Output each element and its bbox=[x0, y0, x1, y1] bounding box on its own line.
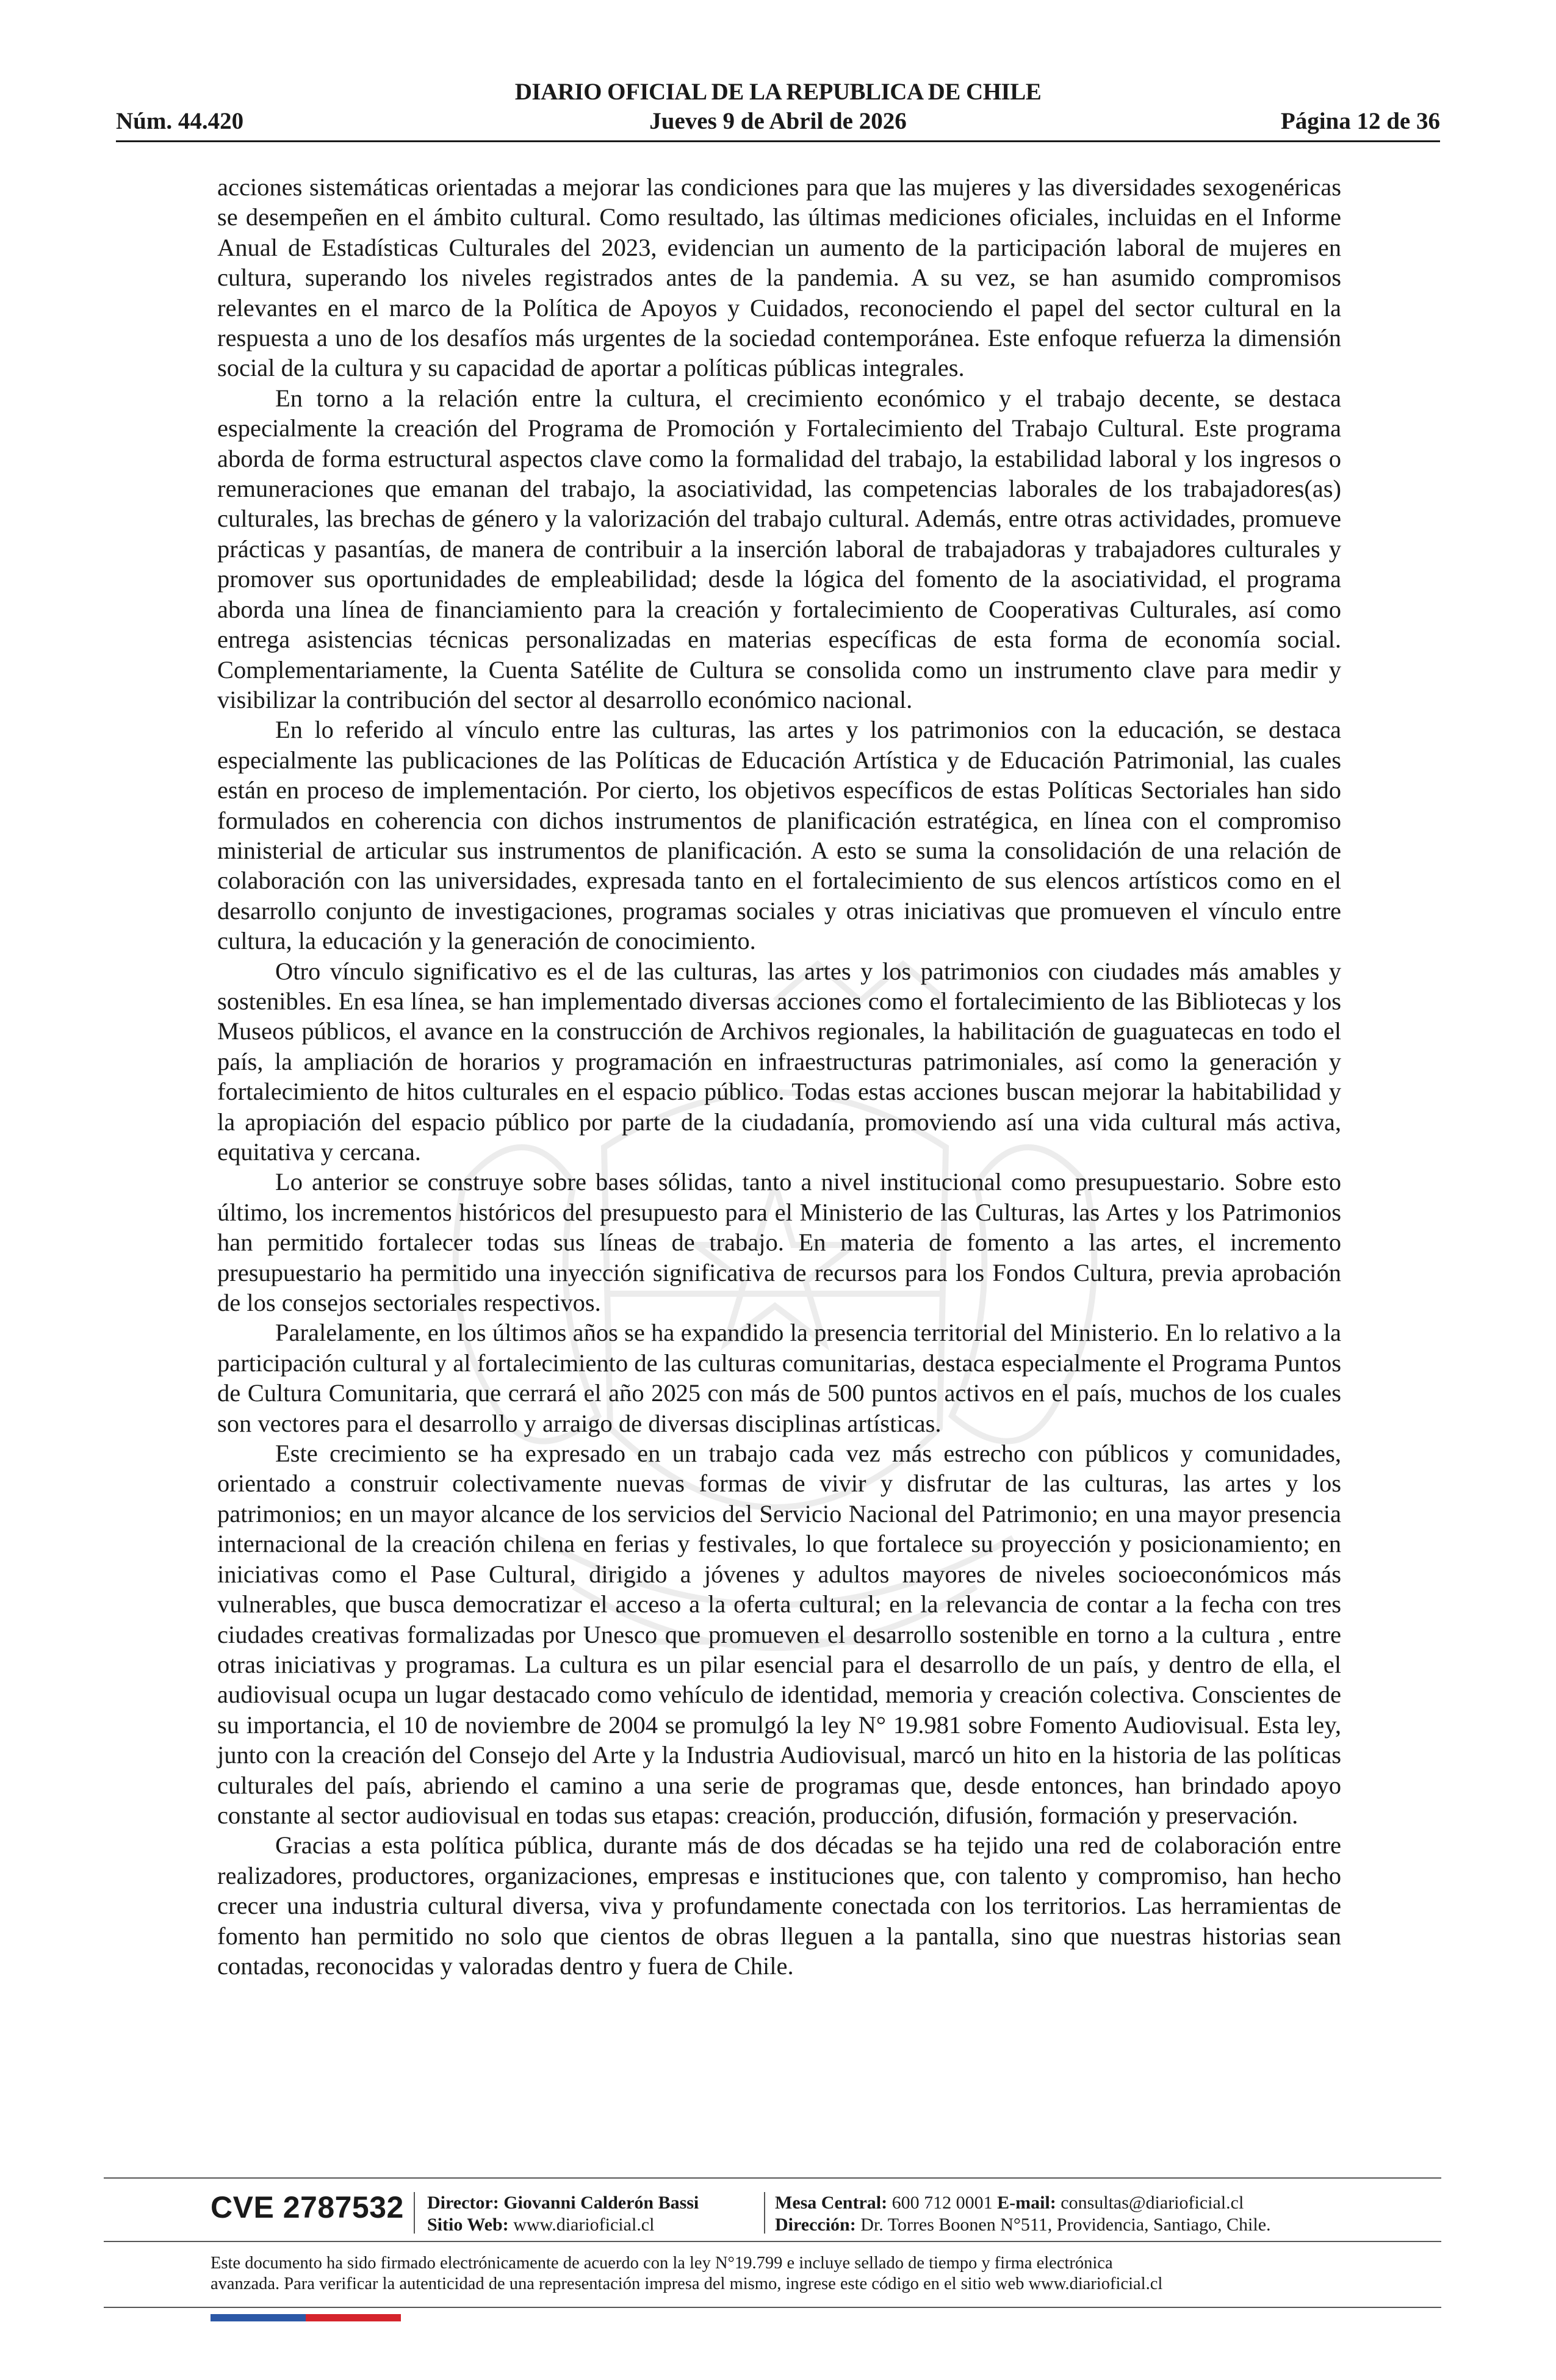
page-header bbox=[116, 73, 1440, 140]
footer-divider-bottom bbox=[104, 2307, 1441, 2308]
paragraph: Lo anterior se construye sobre bases sólidas, tanto a nivel institucional como presupuestario. Sobre esto último, los incrementos históricos del presupuesto para el Ministerio de las Culturas, las Artes y los Patrimonios han permitido fortalecer todas sus líneas de trabajo. En materia de fomento a las artes, el incremento presupuestario ha permitido una inyección significativa de recursos para los Fondos Cultura, previa aprobación de los consejos sectoriales respectivos. bbox=[217, 1168, 1341, 1317]
email-link[interactable]: consultas@diarioficial.cl bbox=[1061, 2193, 1244, 2213]
paragraph: Gracias a esta política pública, durante más de dos décadas se ha tejido una red de colaboración entre realizadores, productores, organizaciones, empresas e instituciones que, con talento y compromiso, han hecho crecer una industria cultural diversa, viva y profundamente conectada con los territorios. Las herramientas de fomento han permitido no solo que cientos de obras lleguen a la pantalla, sino que nuestras historias sean contadas, reconocidas y valoradas dentro y fuera de Chile. bbox=[217, 1831, 1341, 1980]
paragraph: En torno a la relación entre la cultura, el crecimiento económico y el trabajo decente, se destaca especialmente la creación del Programa de Promoción y Fortalecimiento del Trabajo Cultural. Este programa aborda de forma estructural aspectos clave como la formalidad del trabajo, la estabilidad laboral y los ingresos o remuneraciones que emanan del trabajo, la asociatividad, las competencias laborales de los trabajadores(as) culturales, las brechas de género y la valorización del trabajo cultural. Además, entre otras actividades, promueve prácticas y pasantías, de manera de contribuir a la inserción laboral de trabajadoras y trabajadores culturales y promover sus oportunidades de empleabilidad; desde la lógica del fomento de la asociatividad, el programa aborda una línea de financiamiento para la creación y fortalecimiento de Cooperativas Culturales, así como entrega asistencias técnicas personalizadas en materias específicas de esta forma de economía social. Complementariamente, la Cuenta Satélite de Cultura se consolida como un instrumento clave para medir y visibilizar la contribución del sector al desarrollo económico nacional. bbox=[217, 384, 1341, 713]
footer-separator bbox=[414, 2192, 415, 2234]
mesa-phone: 600 712 0001 bbox=[891, 2193, 993, 2213]
legal-notice bbox=[211, 2253, 1370, 2295]
mesa-label: Mesa Central: bbox=[775, 2193, 888, 2213]
legal-line: avanzada. Para verificar la autenticidad de una representación impresa del mismo, ingrese este código en el sitio web www.diarioficial.cl bbox=[211, 2274, 1163, 2293]
website-link[interactable]: www.diarioficial.cl bbox=[513, 2215, 655, 2235]
paragraph: Paralelamente, en los últimos años se ha expandido la presencia territorial del Ministerio. En lo relativo a la participación cultural y al fortalecimiento de las culturas comunitarias, destaca especialmente el Programa Puntos de Cultura Comunitaria, que cerrará el año 2025 con más de 500 puntos activos en el país, muchos de los cuales son vectores para el desarrollo y arraigo de diversas disciplinas artísticas. bbox=[217, 1319, 1341, 1437]
contact-block bbox=[775, 2192, 1271, 2236]
footer-divider-middle bbox=[104, 2241, 1441, 2242]
director-block bbox=[427, 2192, 699, 2236]
cve-code: CVE 2787532 bbox=[211, 2190, 404, 2224]
email-label: E-mail: bbox=[997, 2193, 1056, 2213]
flag-color-bar bbox=[211, 2314, 401, 2321]
director-name: Giovanni Calderón Bassi bbox=[503, 2193, 699, 2213]
flag-red-stripe bbox=[306, 2314, 401, 2321]
footer-divider-top bbox=[104, 2177, 1441, 2179]
header-divider bbox=[116, 140, 1440, 142]
issue-number: Núm. 44.420 bbox=[116, 108, 244, 134]
paragraph: En lo referido al vínculo entre las culturas, las artes y los patrimonios con la educación, se destaca especialmente las publicaciones de las Políticas de Educación Artística y de Educación Patrimonial, las cuales están en proceso de implementación. Por cierto, los objetivos específicos de estas Políticas Sectoriales han sido formulados en coherencia con dichos instrumentos de planificación estratégica, en línea con el compromiso ministerial de articular sus instrumentos de planificación. A esto se suma la consolidación de una relación de colaboración con las universidades, expresada tanto en el fortalecimiento de sus elencos artísticos como en el desarrollo conjunto de investigaciones, programas sociales y otras iniciativas que promueven el vínculo entre cultura, la educación y la generación de conocimiento. bbox=[217, 716, 1341, 955]
footer-separator bbox=[764, 2192, 765, 2234]
article-body bbox=[217, 172, 1341, 1981]
paragraph: Otro vínculo significativo es el de las culturas, las artes y los patrimonios con ciudades más amables y sostenibles. En esa línea, se han implementado diversas acciones como el fortalecimiento de las Bibliotecas y los Museos públicos, el avance en la construcción de Archivos regionales, la habilitación de guaguatecas en todo el país, la ampliación de horarios y programación en infraestructuras patrimoniales, así como la generación y fortalecimiento de hitos culturales en el espacio público. Todas estas acciones buscan mejorar la habitabilidad y la apropiación del espacio público por parte de la ciudadanía, promoviendo así una vida cultural más activa, equitativa y cercana. bbox=[217, 957, 1341, 1166]
paragraph: Este crecimiento se ha expresado en un trabajo cada vez más estrecho con públicos y comunidades, orientado a construir colectivamente nuevas formas de vivir y disfrutar de las culturas, las artes y los patrimonios; en un mayor alcance de los servicios del Servicio Nacional del Patrimonio; en una mayor presencia internacional de la creación chilena en ferias y festivales, lo que fortalece su proyección y posicionamiento; en iniciativas como el Pase Cultural, dirigido a jóvenes y adultos mayores de niveles socioeconómicos más vulnerables, que busca democratizar el acceso a la oferta cultural; en la relevancia de contar a la fecha con tres ciudades creativas formalizadas por Unesco que promueven el desarrollo sostenible en torno a la cultura , entre otras iniciativas y programas. La cultura es un pilar esencial para el desarrollo de un país, y dentro de ella, el audiovisual ocupa un lugar destacado como vehículo de identidad, memoria y creación colectiva. Conscientes de su importancia, el 10 de noviembre de 2004 se promulgó la ley N° 19.981 sobre Fomento Audiovisual. Esta ley, junto con la creación del Consejo del Arte y la Industria Audiovisual, marcó un hito en la historia de las políticas culturales del país, abriendo el camino a una serie de programas que, desde entonces, han brindado apoyo constante al sector audiovisual en todas sus etapas: creación, producción, difusión, formación y preservación. bbox=[217, 1440, 1341, 1829]
flag-blue-stripe bbox=[211, 2314, 306, 2321]
address-label: Dirección: bbox=[775, 2215, 856, 2235]
paragraph: acciones sistemáticas orientadas a mejorar las condiciones para que las mujeres y las diversidades sexogenéricas se desempeñen en el ámbito cultural. Como resultado, las últimas mediciones oficiales, incluidas en el Informe Anual de Estadísticas Culturales del 2023, evidencian un aumento de la participación laboral de mujeres en cultura, superando los niveles registrados antes de la pandemia. A su vez, se han asumido compromisos relevantes en el marco de la Política de Apoyos y Cuidados, reconociendo el papel del sector cultural en la respuesta a uno de los desafíos más urgentes de la sociedad contemporánea. Este enfoque refuerza la dimensión social de la cultura y su capacidad de aportar a políticas públicas integrales. bbox=[217, 173, 1341, 382]
legal-line: Este documento ha sido firmado electrónicamente de acuerdo con la ley N°19.799 e incluye sellado de tiempo y firma electrónica bbox=[211, 2254, 1113, 2273]
page-number: Página 12 de 36 bbox=[1280, 108, 1440, 134]
website-label: Sitio Web: bbox=[427, 2215, 509, 2235]
director-label: Director: bbox=[427, 2193, 499, 2213]
issue-date: Jueves 9 de Abril de 2026 bbox=[649, 108, 907, 134]
address-value: Dr. Torres Boonen N°511, Providencia, Santiago, Chile. bbox=[860, 2215, 1271, 2235]
publication-title: DIARIO OFICIAL DE LA REPUBLICA DE CHILE bbox=[514, 79, 1042, 105]
